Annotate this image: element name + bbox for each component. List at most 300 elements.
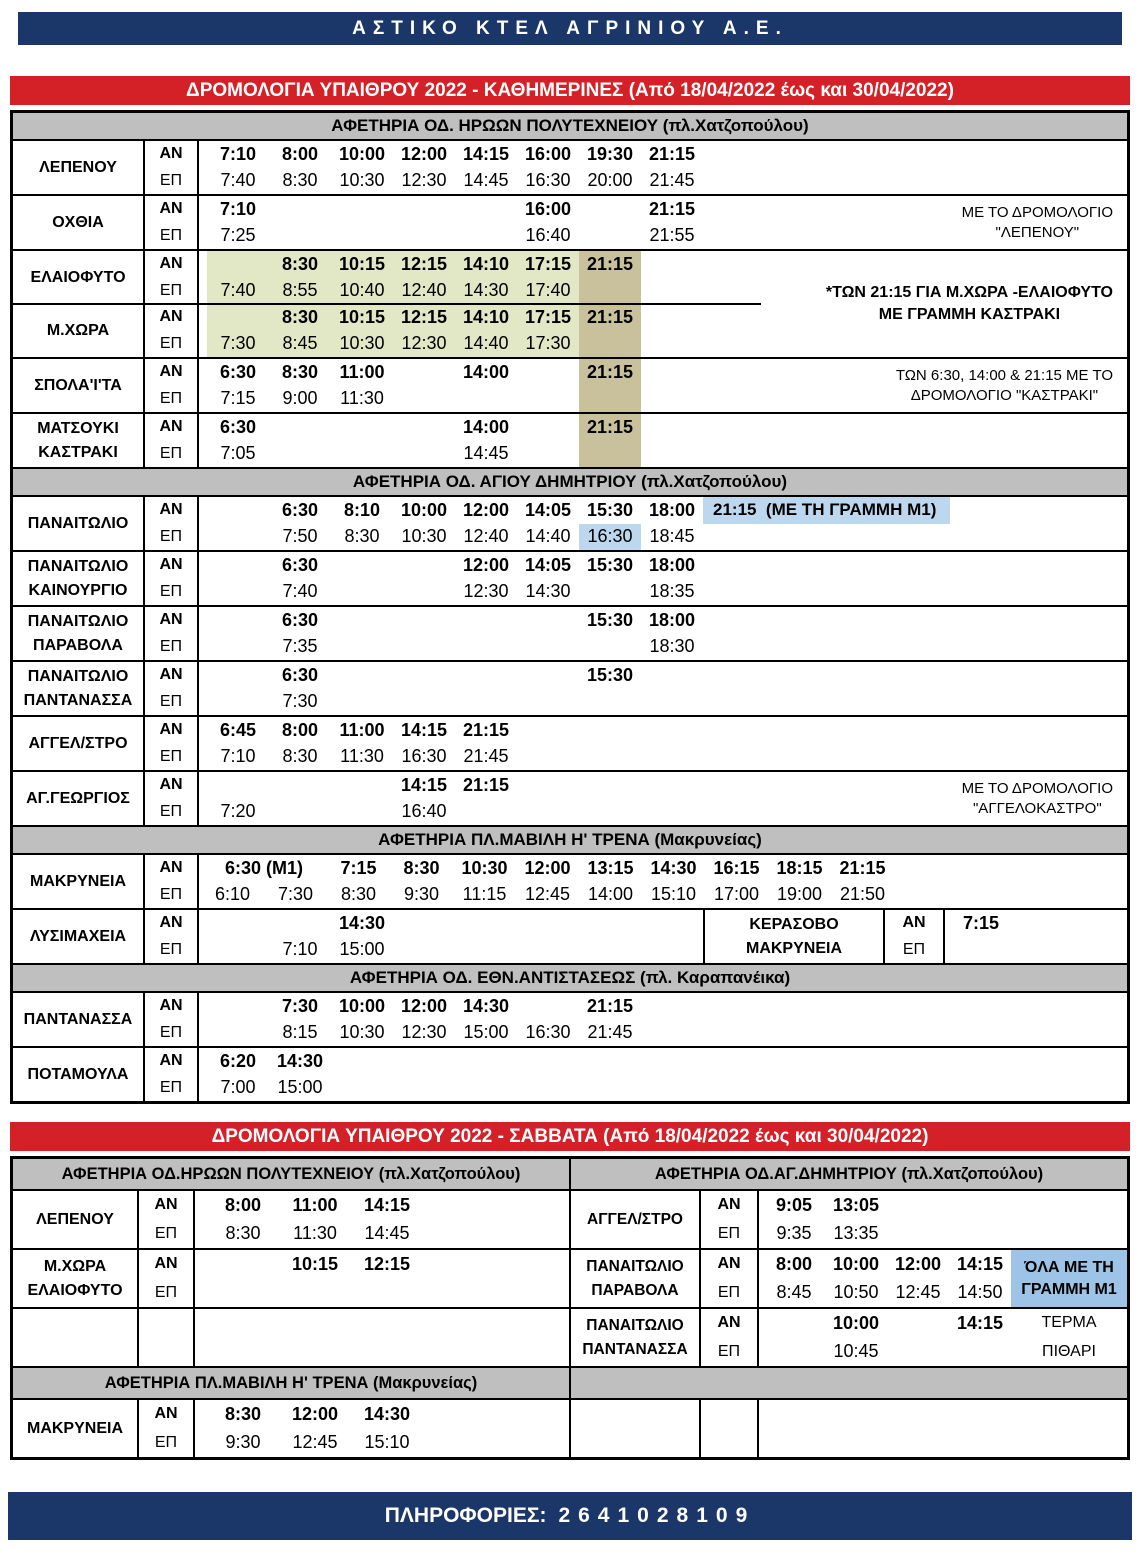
time-cell [641,717,703,744]
an-label: ΑΝ [717,1255,741,1273]
anep-column [145,251,199,304]
time-line-ep [759,1220,1011,1249]
route-name [13,141,145,194]
time-cell: 12:40 [463,526,509,547]
time-line-ep [195,1338,375,1367]
section-header: ΑΦΕΤΗΡΙΑ ΟΔ. ΗΡΩΩΝ ΠΟΛΥΤΕΧΝΕΙΟΥ (πλ.Χατζοπούλου) [13,113,1127,141]
time-cell [393,196,455,223]
anep-column [145,552,199,605]
section-header: ΑΦΕΤΗΡΙΑ ΟΔ.ΗΡΩΩΝ ΠΟΛΥΤΕΧΝΕΙΟΥ (πλ.Χατζοπούλου) [13,1159,569,1191]
time-cell [763,1400,825,1429]
time-cell: 7:10 [219,143,257,164]
time-cell [579,1048,641,1075]
ep-label: ΕΠ [159,171,183,189]
m1-highlight-note: 21:15 (ΜΕ ΤΗ ΓΡΑΜΜΗ Μ1) [703,497,950,524]
time-cell [331,1075,393,1102]
time-cell: 16:30 [401,746,447,767]
time-cell [331,552,393,579]
route-note-line: ΜΕ ΤΟ ΔΡΟΜΟΛΟΓΙΟ [961,203,1113,221]
anep-column [145,855,199,908]
time-cell: 21:15 [462,774,510,795]
time-cell: 14:45 [463,443,509,464]
time-cell [207,937,269,964]
time-cell [641,386,703,413]
route-note-line: "ΛΕΠΕΝΟΥ" [995,223,1080,241]
time-cell: 21:15 [579,359,641,386]
time-cell [331,799,393,826]
time-line-ep [195,1429,410,1458]
time-cell [279,1309,351,1338]
times-area [759,1309,1011,1366]
time-cell: 20:00 [587,170,633,191]
anep-column [145,414,199,467]
time-cell: 18:00 [648,554,696,575]
time-cell [763,1309,825,1338]
saturday-timetable [10,1156,1130,1460]
time-cell [393,579,455,606]
time-cell [279,1338,351,1367]
time-cell: 6:30 [281,499,319,520]
anep-column [145,910,199,963]
time-cell: 18:35 [649,581,695,602]
time-cell: 11:30 [340,388,384,409]
time-cell [517,1048,579,1075]
section-header-empty [571,1366,1127,1400]
time-cell [517,799,579,826]
time-cell [579,1075,641,1102]
ep-label: ΕΠ [902,940,926,958]
route-name [13,251,145,304]
time-cell [949,1400,1011,1429]
times-area [199,141,703,194]
time-cell: 14:50 [957,1282,1003,1303]
time-cell [393,607,455,634]
time-cell: 10:30 [331,331,393,358]
times-area [199,662,703,715]
time-cell: 18:00 [648,499,696,520]
an-label: ΑΝ [159,501,183,519]
time-cell: 12:15 [363,1253,411,1274]
time-cell: 16:30 [525,170,571,191]
route-name-line: ΜΑΚΡΥΝΕΙΑ [26,1419,123,1437]
time-cell: 8:00 [775,1253,813,1274]
ep-label: ΕΠ [159,281,183,299]
times-area [199,414,703,467]
time-cell: 14:10 [455,251,517,278]
time-line-ep [199,634,703,661]
route-row [13,1248,569,1307]
times-area [759,1400,1011,1457]
time-cell [641,1048,703,1075]
time-cell [269,799,331,826]
time-cell: 6:20 [219,1050,257,1071]
time-cell: 21:15 [462,719,510,740]
route-name-line: ΠΑΝΑΙΤΩΛΙΟ [27,514,129,532]
time-cell: 15:10 [364,1432,410,1453]
time-cell: 19:00 [776,884,823,905]
time-cell: 21:15 [648,143,696,164]
times-area [199,552,703,605]
time-cell: 11:00 [339,361,385,382]
time-line-ep [759,1279,1011,1308]
anep-column [145,359,199,412]
route-note [703,607,1127,660]
sub-route-name [703,910,883,963]
an-label: ΑΝ [717,1196,741,1214]
route-name-line: ΜΑΚΡΥΝΕΙΑ [29,872,126,890]
route-note [703,141,1127,194]
time-cell: 7:50 [282,526,318,547]
route-row [13,715,1127,770]
time-cell: 14:10 [455,304,517,331]
time-line-ep [199,882,899,909]
anep-column [701,1309,759,1366]
time-line-an [199,772,703,799]
time-cell [269,223,331,250]
route-note [703,497,1127,550]
route-note-highlight [1011,1250,1127,1307]
time-line-ep [199,937,703,964]
route-name [13,662,145,715]
times-area [199,910,703,963]
saturday-title: ΔΡΟΜΟΛΟΓΙΑ ΥΠΑΙΘΡΟΥ 2022 - ΣΑΒΒΑΤΑ (Από 18/04/2022 έως και 30/04/2022) [211,1125,929,1147]
info-bar [8,1492,1132,1540]
time-cell: 21:55 [649,225,695,246]
time-cell [579,772,641,799]
note-line: ΓΡΑΜΜΗ Μ1 [1021,1280,1117,1298]
time-cell [763,1338,825,1367]
time-cell [641,772,703,799]
time-cell [455,196,517,223]
route-name-line: ΜΑΤΣΟΥΚΙ [37,419,119,437]
time-cell: 12:30 [463,581,509,602]
time-cell: 7:15 [220,388,256,409]
time-cell: 14:15 [956,1253,1004,1274]
time-cell: 8:30 [403,857,440,878]
ep-label: ΕΠ [154,1224,178,1242]
route-name [13,772,145,825]
time-cell [517,937,579,964]
time-line-ep [199,223,703,250]
time-cell [393,223,455,250]
route-name-line: ΠΑΝΑΙΤΩΛΙΟ [27,612,129,630]
anep-column [145,662,199,715]
route-name [13,304,145,357]
time-cell [331,662,393,689]
ep-label: ΕΠ [159,692,183,710]
time-cell [393,414,455,441]
time-cell: 13:05 [832,1194,880,1215]
route-name-line: Μ.ΧΩΡΑ [46,321,110,339]
sub-route-name-line: ΜΑΚΡΥΝΕΙΑ [745,939,842,957]
time-line-ep [199,524,703,551]
sub-time-line-ep [945,937,1127,964]
route-name [13,607,145,660]
time-cell: 12:00 [524,857,571,878]
time-cell [579,278,641,305]
time-cell: 7:10 [220,746,256,767]
route-row [13,605,1127,660]
ep-label: ΕΠ [154,1283,178,1301]
times-area [195,1309,375,1366]
route-name-line: ΠΑΝΤΑΝΑΣΣΑ [23,691,133,709]
pair-note-line: ΜΕ ΓΡΑΜΜΗ ΚΑΣΤΡΑΚΙ [878,306,1061,323]
ep-label: ΕΠ [159,334,183,352]
time-cell: 7:25 [220,225,256,246]
route-note-text [896,366,1113,406]
time-cell: 15:30 [586,554,634,575]
time-cell [207,772,269,799]
time-cell [207,1279,279,1308]
time-line-an [199,497,703,524]
time-cell: 14:00 [462,416,510,437]
time-cell [517,386,579,413]
anep-column [145,304,199,357]
time-cell: 21:15 [839,857,886,878]
time-cell: 10:00 [338,143,386,164]
time-cell [641,689,703,716]
time-cell: 8:30 [269,304,331,331]
route-name [13,497,145,550]
time-cell: 12:30 [401,1022,447,1043]
anep-column [139,1309,195,1366]
time-cell [455,937,517,964]
time-cell [517,662,579,689]
time-cell: 10:40 [331,278,393,305]
route-name [13,1191,139,1248]
time-cell [207,910,269,937]
time-cell: 14:45 [463,170,509,191]
time-line-ep [199,799,703,826]
time-cell: 14:15 [400,719,448,740]
route-name [13,1400,139,1457]
route-note-line: ΤΩΝ 6:30, 14:00 & 21:15 ΜΕ ΤΟ [895,366,1113,384]
route-row [13,194,1127,249]
route-name [571,1191,701,1248]
times-area [199,772,703,825]
time-cell [887,1191,949,1220]
time-line-an [199,552,703,579]
times-area [195,1191,411,1248]
time-cell: 14:15 [400,774,448,795]
time-cell: 7:00 [220,1077,256,1098]
ep-label: ΕΠ [159,444,183,462]
time-cell: 16:30 [525,1022,571,1043]
time-cell: 6:30 [219,361,257,382]
time-cell: 12:00 [291,1403,339,1424]
time-cell: 14:30 [462,995,510,1016]
weekday-title-bar [10,76,1130,105]
time-cell: 15:30 [586,664,634,685]
route-name-line: ΕΛΑΙΟΦΥΤΟ [30,268,126,286]
time-cell: 7:30 [282,691,318,712]
route-name-line: ΠΑΝΑΙΤΩΛΙΟ [27,667,129,685]
weekday-timetable [10,110,1130,1104]
time-cell [331,196,393,223]
time-cell [641,278,703,305]
anep-column [145,717,199,770]
time-cell [641,744,703,771]
time-cell: 8:30 [344,526,380,547]
time-line-an [195,1191,411,1220]
route-row [13,855,1127,908]
route-note [703,359,1127,412]
time-cell: 12:40 [393,278,455,305]
time-cell: 7:40 [207,278,269,305]
time-cell [641,414,703,441]
time-cell: 6:45 [219,719,257,740]
time-cell: 10:50 [833,1282,879,1303]
section-header: ΑΦΕΤΗΡΙΑ ΠΛ.ΜΑΒΙΛΗ Η' ΤΡΕΝΑ (Μακρυνείας) [13,825,1127,855]
time-line-an [759,1309,1011,1338]
time-cell [763,1429,825,1458]
an-label: ΑΝ [902,914,926,932]
time-cell: 7:30 [277,884,314,905]
time-cell [949,1429,1011,1458]
time-cell [269,910,331,937]
ep-label: ΕΠ [717,1283,741,1301]
time-line-an [199,414,703,441]
time-cell: 6:30 [281,554,319,575]
time-cell [579,910,641,937]
route-name-line: ΣΠΟΛΑ'Ι'ΤΑ [34,376,122,394]
route-name [571,1400,701,1457]
time-cell: 17:15 [517,251,579,278]
time-cell: 17:00 [713,884,760,905]
an-label: ΑΝ [159,145,183,163]
time-cell: 10:00 [832,1253,880,1274]
route-row [13,1307,569,1366]
time-cell [517,441,579,468]
time-cell: 14:30 [338,912,386,933]
time-cell [641,331,703,358]
time-cell [455,662,517,689]
time-cell: 16:30 [579,524,641,551]
time-line-an [199,717,703,744]
time-cell: 10:45 [833,1341,879,1362]
time-line-ep [759,1429,1011,1458]
time-cell: 18:15 [776,857,823,878]
time-cell: 8:10 [343,499,381,520]
time-cell [517,772,579,799]
time-cell [517,993,579,1020]
time-cell: 14:15 [363,1194,411,1215]
time-cell: 21:15 [586,995,634,1016]
ep-label: ΕΠ [159,802,183,820]
route-name [571,1309,701,1366]
time-cell [279,1279,351,1308]
time-cell [331,689,393,716]
an-label: ΑΝ [154,1255,178,1273]
route-name-line: ΛΕΠΕΝΟΥ [36,1210,114,1228]
time-cell: 8:00 [281,143,319,164]
times-area [199,304,703,357]
route-row [571,1307,1127,1366]
an-label: ΑΝ [154,1405,178,1423]
route-note [899,855,1127,908]
saturday-right-column [571,1159,1127,1457]
time-cell: 18:30 [649,636,695,657]
time-cell: 14:15 [956,1312,1004,1333]
time-cell: 7:35 [282,636,318,657]
time-cell [393,1048,455,1075]
sub-route-name-line: ΚΕΡΑΣΟΒΟ [749,915,839,933]
time-line-ep [199,278,703,305]
route-name-line: ΑΓΓΕΛ/ΣΤΡΟ [28,734,128,752]
time-cell: 7:30 [281,995,319,1016]
time-cell: 12:00 [462,554,510,575]
time-line-ep [199,579,703,606]
time-cell: 7:30 [207,331,269,358]
time-cell [331,223,393,250]
time-cell [579,634,641,661]
time-cell [579,386,641,413]
time-cell: 11:00 [292,1194,338,1215]
time-line-an [195,1309,375,1338]
time-cell [207,552,269,579]
an-label: ΑΝ [159,859,183,877]
time-cell: 21:15 [579,304,641,331]
route-name-line: ΠΟΤΑΜΟΥΛΑ [27,1065,129,1083]
time-cell [949,1338,1011,1367]
route-name-line: ΑΓΓΕΛ/ΣΤΡΟ [587,1210,683,1228]
time-line-ep [199,689,703,716]
time-cell [825,1429,887,1458]
time-line-an [199,855,899,882]
time-cell: 17:40 [517,278,579,305]
time-cell [393,634,455,661]
time-cell [455,910,517,937]
time-cell: 14:00 [587,884,634,905]
ep-label: ΕΠ [159,1023,183,1041]
time-cell [331,634,393,661]
time-cell: 14:15 [462,143,510,164]
pair-note-line: *ΤΩΝ 21:15 ΓΙΑ Μ.ΧΩΡΑ -ΕΛΑΙΟΦΥΤΟ [825,284,1113,301]
time-line-an [199,662,703,689]
times-area [199,497,703,550]
route-row [13,412,1127,467]
time-cell [331,441,393,468]
time-cell [641,1020,703,1047]
time-cell: 16:00 [524,198,572,219]
time-cell: 12:15 [393,304,455,331]
time-cell [207,579,269,606]
time-cell: 8:15 [282,1022,318,1043]
route-note [703,196,1127,249]
time-cell [207,689,269,716]
time-cell: 15:00 [339,939,385,960]
time-cell [887,1220,949,1249]
route-name [13,552,145,605]
time-line-an [759,1250,1011,1279]
anep-column [145,497,199,550]
route-note-line: ΜΕ ΤΟ ΔΡΟΜΟΛΟΓΙΟ [961,779,1113,797]
time-cell [949,1220,1011,1249]
route-name-line: ΟΧΘΙΑ [52,213,104,231]
time-cell [393,910,455,937]
route-name-line: ΚΑΣΤΡΑΚΙ [38,443,118,461]
time-line-ep [759,1338,1011,1367]
time-cell: 8:30 [269,251,331,278]
time-cell: 21:45 [587,1022,633,1043]
time-line-an [199,196,703,223]
note-line: ΤΕΡΜΑ [1041,1314,1097,1332]
time-cell [269,772,331,799]
time-cell [641,910,703,937]
route-row [571,1191,1127,1248]
route-name [13,1309,139,1366]
time-cell: 10:30 [401,526,447,547]
